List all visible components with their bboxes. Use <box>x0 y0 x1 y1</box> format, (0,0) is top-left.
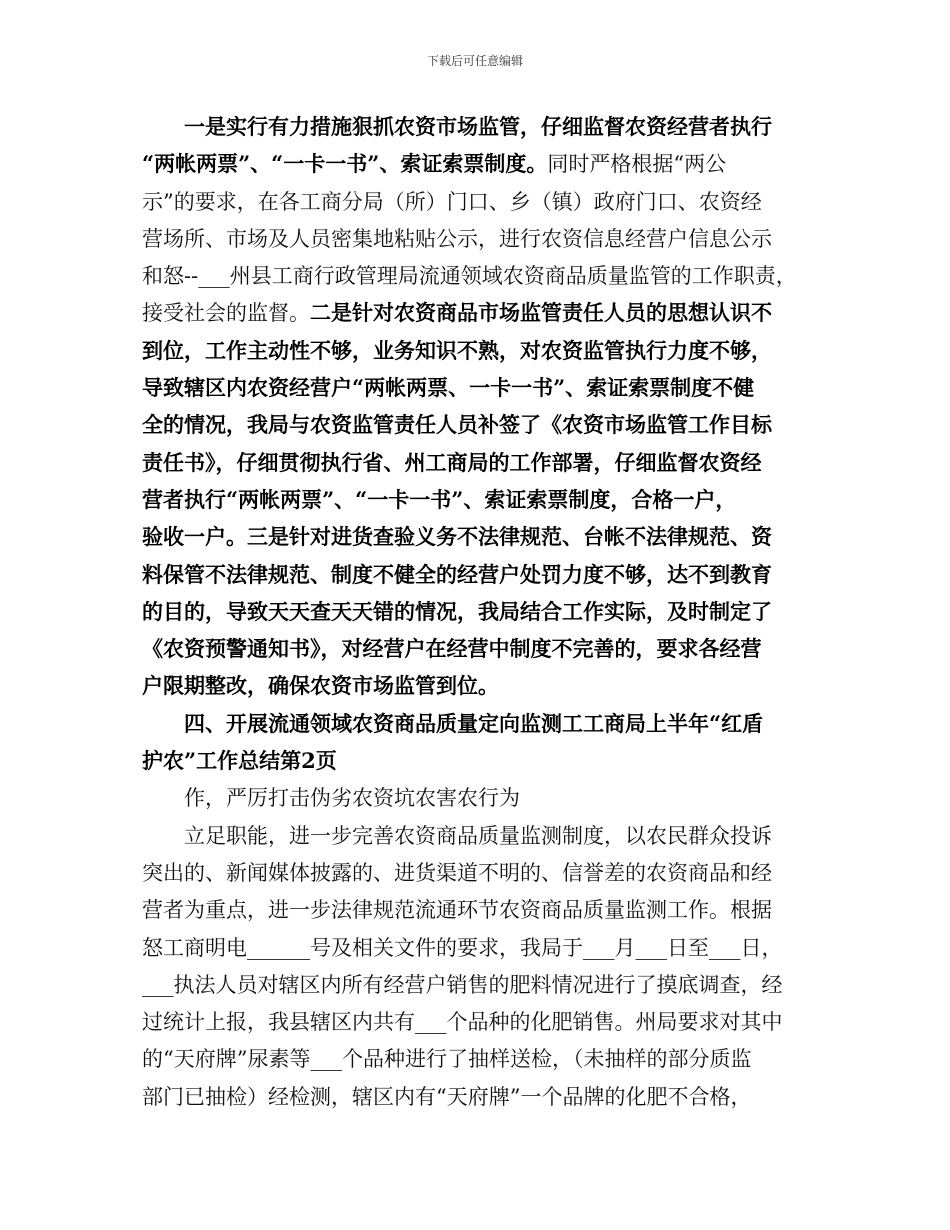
bold-text: 《农资预警通知书》，对经营户在经营中制度不完善的，要求各经营 <box>142 636 762 662</box>
normal-text: 和怒--___州县工商行政管理局流通领域农资商品质量监管的工作职责， <box>142 264 797 289</box>
normal-text: 的“天府牌”尿素等___个品种进行了抽样送检，（未抽样的部分质监 <box>142 1047 752 1072</box>
text-line <box>142 145 816 182</box>
bold-text: 营者执行“两帐两票”、“一卡一书”、索证索票制度，合格一户， <box>142 486 737 512</box>
bold-text: 的目的，导致天天查天天错的情况，我局结合工作实际，及时制定了 <box>142 598 772 624</box>
normal-text: 同时严格根据“两公 <box>547 152 727 177</box>
bold-text: 护农”工作总结第2页 <box>142 748 337 774</box>
bold-text: 一是实行有力措施狠抓农资市场监管，仔细监督农资经营者执行 <box>184 114 772 139</box>
text-line <box>142 630 816 667</box>
normal-text: 作，严厉打击伪劣农资坑农害农行为 <box>184 786 520 811</box>
normal-text: 营者为重点，进一步法律规范流通环节农资商品质量监测工作。根据 <box>142 898 772 923</box>
text-line <box>142 220 816 257</box>
text-line <box>142 667 816 704</box>
text-line <box>142 891 816 928</box>
bold-text: 户限期整改，确保农资市场监管到位。 <box>142 673 499 699</box>
section-heading-line <box>142 705 816 742</box>
document-body <box>142 108 816 1115</box>
normal-text: 部门已抽检）经检测，辖区内有“天府牌”一个品牌的化肥不合格， <box>142 1084 752 1109</box>
text-line <box>142 556 816 593</box>
normal-text: ___执法人员对辖区内所有经营户销售的肥料情况进行了摸底调查，经 <box>142 972 783 997</box>
section-heading-line <box>142 742 816 779</box>
bold-text: 到位，工作主动性不够，业务知识不熟，对农资监管执行力度不够， <box>142 337 772 363</box>
text-line <box>142 779 816 816</box>
text-line <box>142 1003 816 1040</box>
bold-text: 四、开展流通领域农资商品质量定向监测工工商局上半年“红盾 <box>184 710 764 736</box>
normal-text: 突出的、新闻媒体披露的、进货渠道不明的、信誉差的农资商品和经 <box>142 860 772 885</box>
text-line <box>142 817 816 854</box>
text-line <box>142 406 816 443</box>
bold-text: 全的情况，我局与农资监管责任人员补签了《农资市场监管工作目标 <box>142 412 772 438</box>
text-line <box>142 929 816 966</box>
text-line <box>142 183 816 220</box>
bold-text: 二是针对农资商品市场监管责任人员的思想认识不 <box>310 300 772 326</box>
text-line <box>142 108 816 145</box>
normal-text: 立足职能，进一步完善农资商品质量监测制度，以农民群众投诉 <box>184 823 772 848</box>
text-line <box>142 966 816 1003</box>
bold-text: 验收一户。三是针对进货查验义务不法律规范、台帐不法律规范、资 <box>142 524 772 550</box>
text-line <box>142 1040 816 1077</box>
normal-text: 过统计上报，我县辖区内共有___个品种的化肥销售。州局要求对其中 <box>142 1010 783 1035</box>
text-line <box>142 854 816 891</box>
normal-text: 怒工商明电______号及相关文件的要求，我局于___月___日至___日， <box>142 935 783 960</box>
normal-text: 营场所、市场及人员密集地粘贴公示，进行农资信息经营户信息公示 <box>142 226 772 251</box>
text-line <box>142 518 816 555</box>
text-line <box>142 369 816 406</box>
text-line <box>142 593 816 630</box>
text-line <box>142 294 816 331</box>
text-line <box>142 444 816 481</box>
text-line <box>142 1078 816 1115</box>
normal-text: 接受社会的监督。 <box>142 301 310 326</box>
bold-text: 责任书》，仔细贯彻执行省、州工商局的工作部署，仔细监督农资经 <box>142 449 762 475</box>
text-line <box>142 257 816 294</box>
bold-text: “两帐两票”、“一卡一书”、索证索票制度。 <box>142 151 548 177</box>
page-header-note: 下载后可任意编辑 <box>426 54 523 68</box>
normal-text: 示”的要求，在各工商分局（所）门口、乡（镇）政府门口、农资经 <box>142 189 762 214</box>
bold-text: 导致辖区内农资经营户“两帐两票、一卡一书”、索证索票制度不健 <box>142 375 755 401</box>
text-line <box>142 332 816 369</box>
bold-text: 料保管不法律规范、制度不健全的经营户处罚力度不够，达不到教育 <box>142 561 772 587</box>
text-line <box>142 481 816 518</box>
